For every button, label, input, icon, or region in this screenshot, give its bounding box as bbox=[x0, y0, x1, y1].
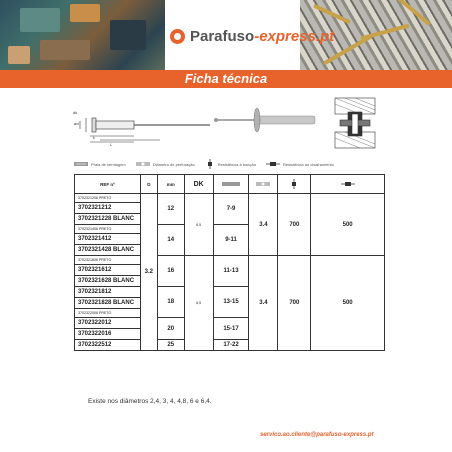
dk-cell: 6,5 bbox=[184, 256, 213, 351]
ref-cell: 3702321412 bbox=[75, 234, 141, 245]
header-ref: REF nº bbox=[75, 175, 141, 194]
shear-strength-icon bbox=[266, 160, 280, 168]
grip-cell: 15-17 bbox=[213, 318, 249, 340]
legend-label-grip: Praia de serrilagem bbox=[91, 161, 126, 167]
ref-cell: 3702321406 PRETO bbox=[75, 225, 141, 234]
drill-diameter-icon bbox=[256, 181, 270, 187]
spec-table bbox=[74, 174, 385, 351]
legend-item-grip bbox=[74, 161, 126, 167]
rivet-3d-image bbox=[214, 108, 315, 132]
mm-cell: 16 bbox=[157, 256, 184, 287]
ref-cell: 3702322006 PRETO bbox=[75, 309, 141, 318]
header-shear bbox=[311, 175, 385, 194]
header-d: D bbox=[140, 175, 157, 194]
customer-service-email[interactable]: servico.ao.cliente@parafuso-express.pt bbox=[260, 432, 374, 438]
tensile-cell: 700 bbox=[278, 194, 311, 256]
ref-cell: 3702322012 bbox=[75, 318, 141, 329]
shear-cell: 500 bbox=[311, 194, 385, 256]
drill-diameter-icon bbox=[136, 161, 150, 167]
mm-cell: 25 bbox=[157, 340, 184, 351]
grip-cell: 13-15 bbox=[213, 287, 249, 318]
legend-label-shear: Resistência ao cisalhamento bbox=[282, 161, 334, 167]
grip-cell: 17-22 bbox=[213, 340, 249, 351]
legend-label-tensile: Resistência à tracção bbox=[217, 161, 256, 167]
ref-cell: 3702321812 bbox=[75, 287, 141, 298]
grip-cell: 7-9 bbox=[213, 194, 249, 225]
grip-cell: 11-13 bbox=[213, 256, 249, 287]
drill-cell: 3.4 bbox=[249, 256, 278, 351]
tensile-cell: 700 bbox=[278, 256, 311, 351]
mm-cell: 12 bbox=[157, 194, 184, 225]
legend-label-drill: Diâmetro de perfuração bbox=[152, 161, 195, 167]
header-drill bbox=[249, 175, 278, 194]
dk-label: dk bbox=[73, 110, 78, 115]
l-label: L bbox=[110, 142, 113, 147]
d-label: ød bbox=[74, 121, 79, 126]
table-row bbox=[75, 256, 385, 265]
ref-cell: 3702321606 PRETO bbox=[75, 256, 141, 265]
ref-cell: 3702321428 BLANC bbox=[75, 245, 141, 256]
legend-item-drill bbox=[136, 161, 195, 167]
shear-cell: 500 bbox=[311, 256, 385, 351]
page-title: Ficha técnica bbox=[184, 71, 268, 86]
ref-cell: 3702321612 bbox=[75, 265, 141, 276]
rivet-cross-section bbox=[335, 98, 375, 148]
header-photo-tools bbox=[0, 0, 165, 70]
legend-item-shear bbox=[266, 160, 334, 168]
grip-cell: 9-11 bbox=[213, 225, 249, 256]
ref-cell: 3702322016 bbox=[75, 329, 141, 340]
header-grip bbox=[213, 175, 249, 194]
diameters-note: Existe nos diâmetros 2,4, 3, 4, 4,8, 6 e 6,4. bbox=[88, 398, 212, 405]
table-row bbox=[75, 194, 385, 203]
ref-cell: 3702321206 PRETO bbox=[75, 194, 141, 203]
ref-cell: 3702321212 bbox=[75, 203, 141, 214]
mm-cell: 20 bbox=[157, 318, 184, 340]
tensile-strength-icon bbox=[205, 159, 215, 169]
drill-cell: 3.4 bbox=[249, 194, 278, 256]
ref-cell: 3702321628 BLANC bbox=[75, 276, 141, 287]
grip-range-icon bbox=[222, 181, 240, 187]
ref-cell: 3702321228 BLANC bbox=[75, 214, 141, 225]
legend bbox=[74, 158, 384, 170]
rivet-technical-drawings bbox=[70, 94, 382, 154]
brand-name: Parafuso-express.pt bbox=[190, 27, 335, 45]
shear-strength-icon bbox=[341, 180, 355, 188]
rivet-dimension-drawing bbox=[80, 118, 210, 142]
mm-cell: 18 bbox=[157, 287, 184, 318]
ref-cell: 3702321828 BLANC bbox=[75, 298, 141, 309]
header-mm: mm bbox=[157, 175, 184, 194]
tensile-strength-icon bbox=[289, 179, 299, 189]
dk-cell: 6,5 bbox=[184, 194, 213, 256]
brand-logo-icon bbox=[170, 29, 185, 44]
ref-cell: 3702322512 bbox=[75, 340, 141, 351]
mm-cell: 14 bbox=[157, 225, 184, 256]
grip-range-icon bbox=[74, 161, 88, 167]
k-label: k bbox=[93, 136, 95, 140]
header-dk: DK bbox=[184, 175, 213, 194]
brand-logo[interactable] bbox=[170, 26, 334, 46]
legend-item-tensile bbox=[205, 159, 256, 169]
d-cell: 3.2 bbox=[140, 194, 157, 351]
header-tensile bbox=[278, 175, 311, 194]
table-header-row bbox=[75, 175, 385, 194]
